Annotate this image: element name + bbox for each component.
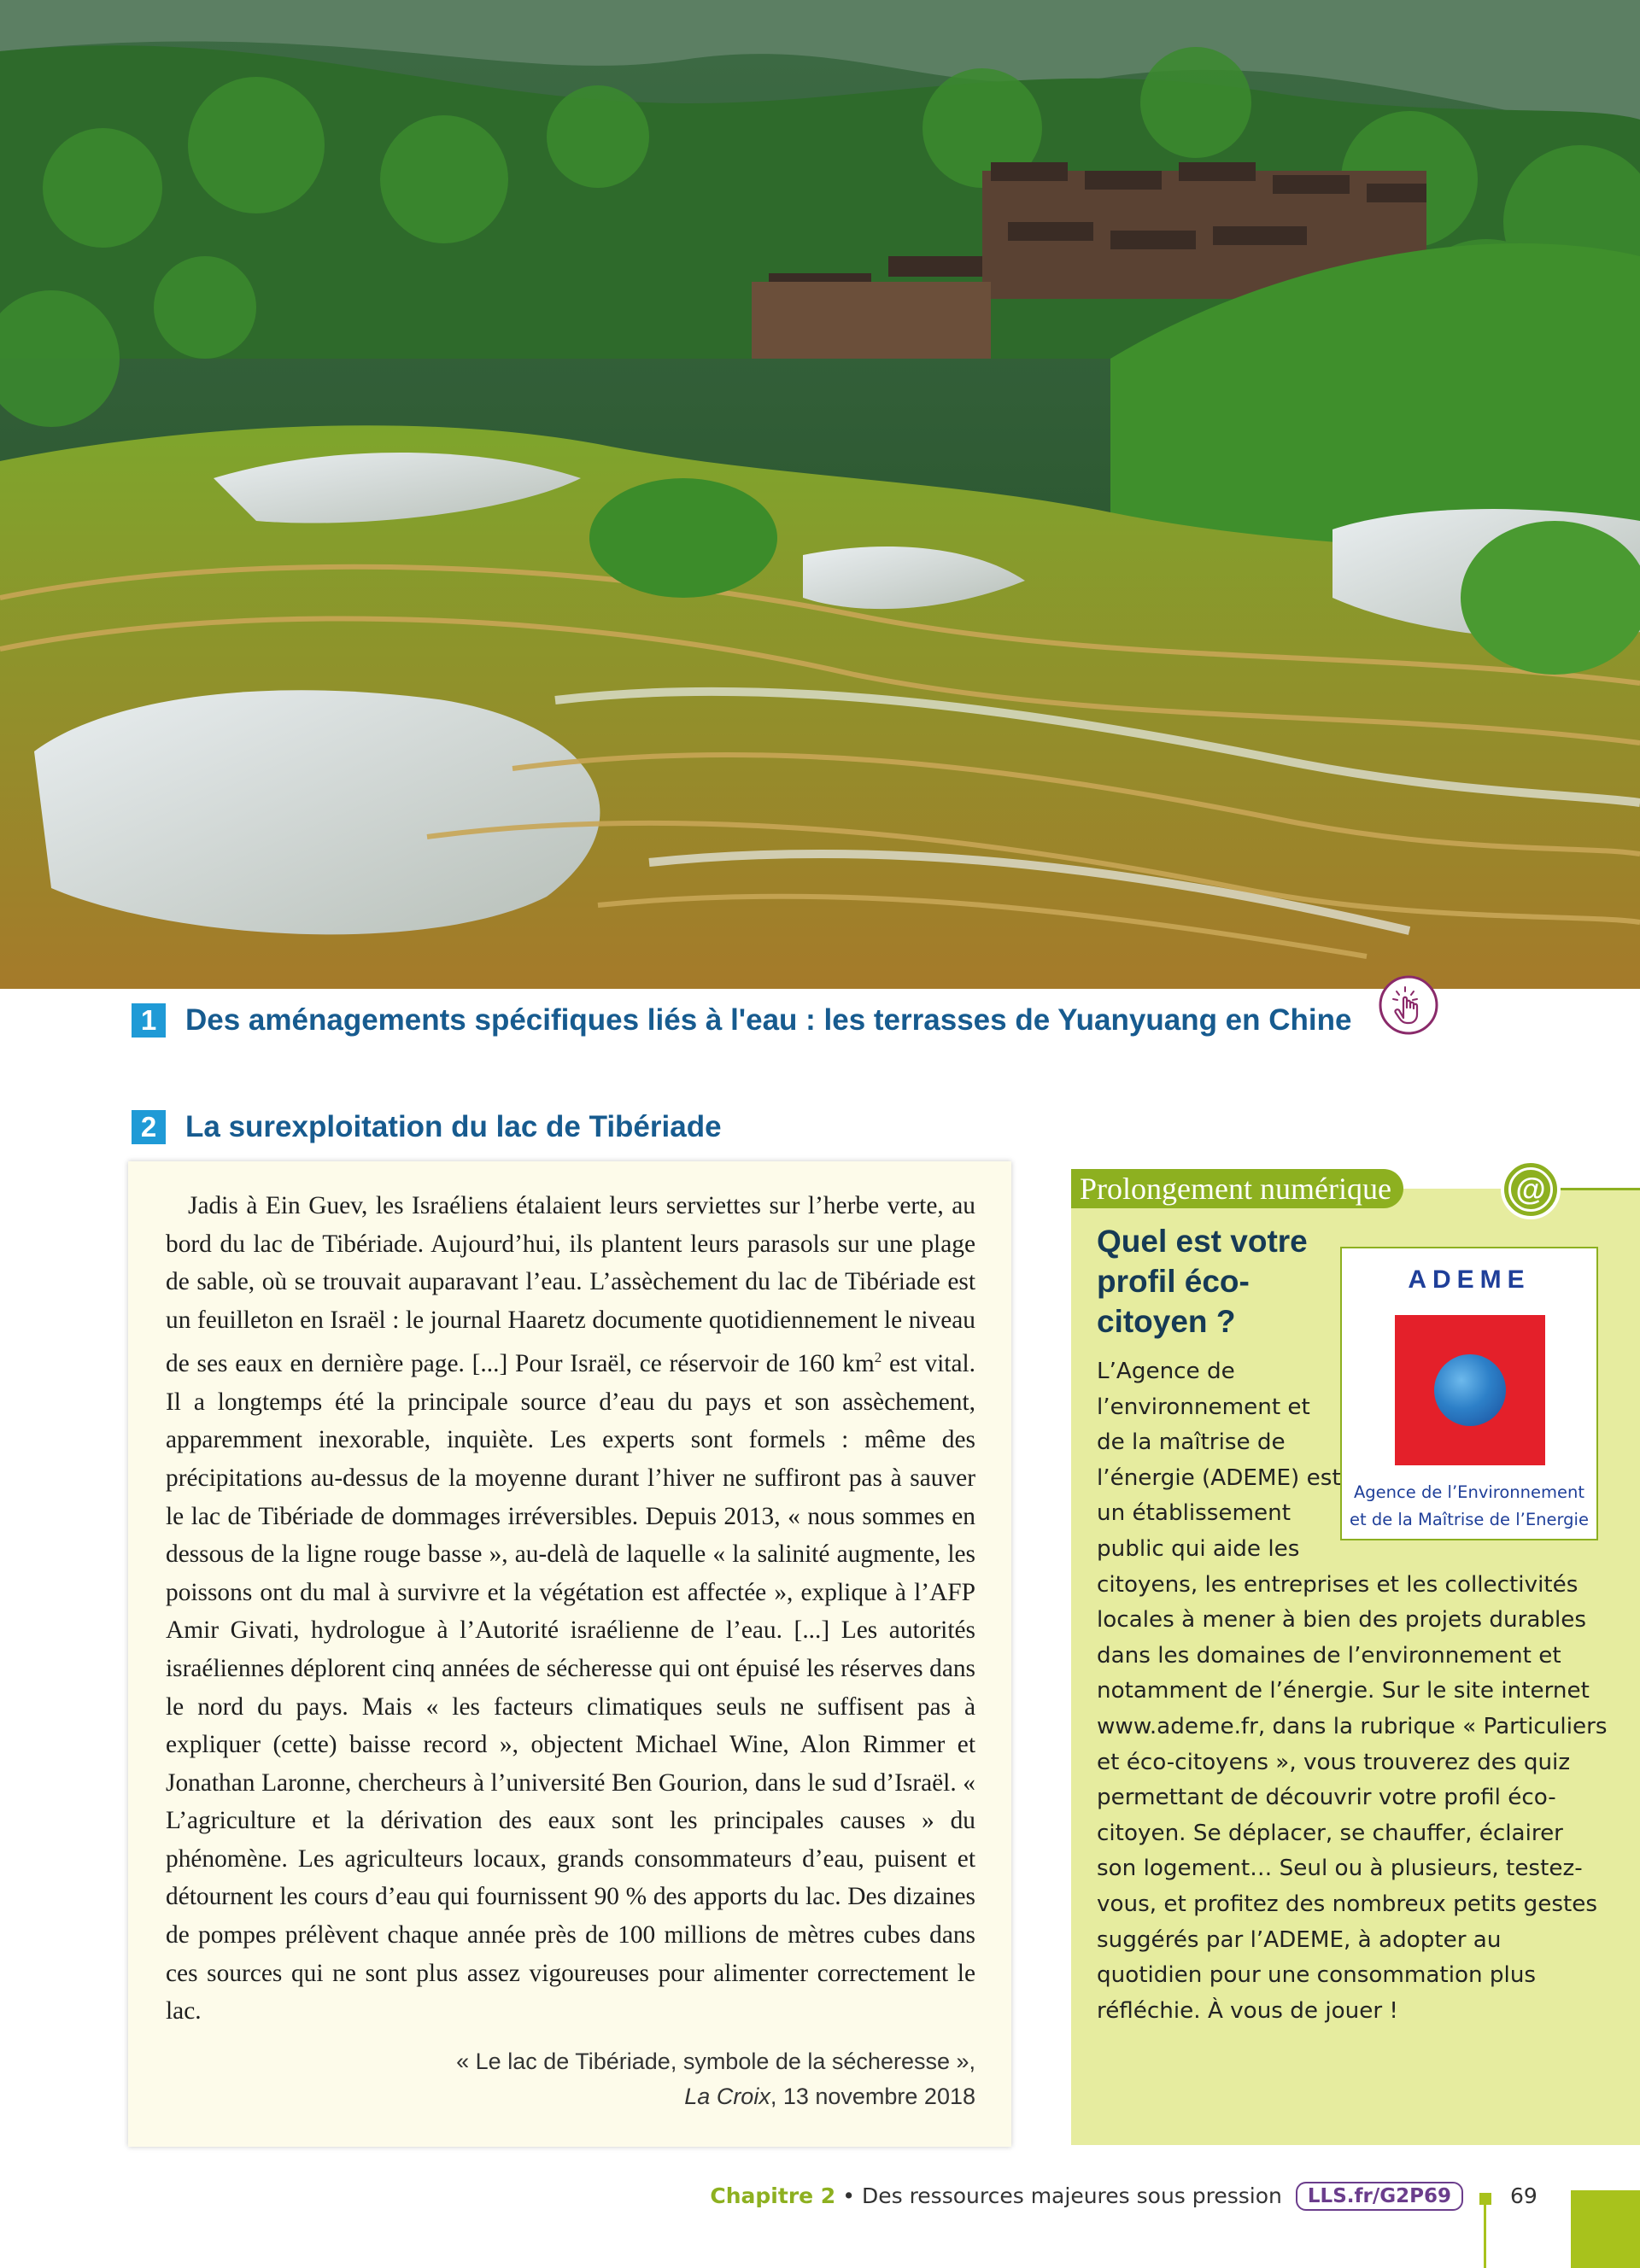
rice-terraces-photo [0, 0, 1640, 989]
article-source [456, 2044, 975, 2114]
at-sign-icon [1501, 1160, 1561, 1219]
footer-bullet: • [842, 2183, 855, 2208]
footer-link[interactable]: LLS.fr/G2P69 [1296, 2182, 1463, 2211]
sidebar-title: Quel est votre profil éco-citoyen ? [1097, 1224, 1308, 1339]
article-text [166, 1187, 975, 2031]
source-date: , 13 novembre 2018 [770, 2084, 975, 2109]
page-corner-tab [1571, 2190, 1640, 2268]
footer-chapter-title: Des ressources majeures sous pression [861, 2183, 1282, 2208]
at-sign-glyph: @ [1508, 1167, 1553, 1212]
doc1-number-badge: 1 [132, 1003, 166, 1038]
article-text-part1: Jadis à Ein Guev, les Israéliens étalaient leurs serviettes sur l’herbe verte, au bord du lac de Tibériade. Aujourd’hui, ils plantent leurs parasols sur une plage de sable, où se trouvait auparavant l’eau. L’assèchement du lac de Tibériade est un feuilleton en Israël : le journal Haaretz documente quotidiennement le niveau de ses eaux en dernière page. [...] Pour Israël, ce réservoir de 160 km [166, 1192, 975, 1378]
footer-chapter: Chapitre 2 [710, 2183, 836, 2208]
sidebar-body-wrap [1097, 1354, 1609, 2029]
doc2-number-badge: 2 [132, 1110, 166, 1144]
page-number: 69 [1510, 2183, 1538, 2208]
hand-pointer-icon[interactable] [1377, 973, 1440, 1037]
ademe-wordmark: ADEME [1408, 1266, 1531, 1294]
doc1-title: Des aménagements spécifiques liés à l'eau : les terrasses de Yuanyuang en Chine [185, 1003, 1352, 1037]
doc2-title: La surexploitation du lac de Tibériade [185, 1110, 722, 1143]
ademe-subtitle-line2: et de la Maîtrise de l’Energie [1350, 1510, 1589, 1529]
source-citation [456, 2079, 975, 2114]
superscript-2: 2 [874, 1349, 882, 1366]
source-journal: La Croix [684, 2084, 770, 2109]
prolongement-tag: Prolongement numérique [1071, 1169, 1403, 1208]
page-footer [710, 2179, 1463, 2213]
footer-marker [1479, 2193, 1491, 2205]
sidebar-body: L’Agence de l’environnement et de la maîtrise de l’énergie (ADEME) est un établissement public qui aide les citoyens, les entreprises et les collectivités locales à mener à bien des projets durables dans les domaines de l’environnement et notamment de l’énergie. Sur le site internet www.ademe.fr, dans la rubrique « Particuliers et éco-citoyens », vous trouverez des quiz permettant de découvrir votre profil éco-citoyen. Se déplacer, se chauffer, éclairer son logement… Seul ou à plusieurs, testez-vous, et profitez des nombreux petits gestes suggérés par l’ADEME, à adopter au quotidien pour une consommation plus réfléchie. À vous de jouer ! [1097, 1359, 1608, 2024]
source-title: « Le lac de Tibériade, symbole de la sécheresse », [456, 2049, 975, 2074]
footer-marker-stem [1484, 2205, 1486, 2268]
article-text-part2: est vital. Il a longtemps été la principale source d’eau du pays et son assèchement, apparemment inexorable, inquiète. Les experts sont formels : même des précipitations au-dessus de la moyenne durant l’hiver ne suffiront pas à sauver le lac de Tibériade de dommages irréversibles. Depuis 2013, « nous sommes en dessous de la ligne rouge basse », au-delà de laquelle « la salinité augmente, les poissons ont du mal à survivre et la végétation est affectée », explique à l’AFP Amir Givati, hydrologue à l’Autorité israélienne de l’eau. [...] Les autorités israéliennes déplorent cinq années de sécheresse qui ont épuisé les réserves dans le nord du pays. Mais « les facteurs climatiques seuls ne suffisent pas à expliquer (cette) baisse record », objectent Michael Wine, Alon Rimmer et Jonathan Laronne, chercheurs à l’université Ben Gourion, dans le sud d’Israël. « L’agriculture et la dérivation des eaux sont les principales causes » du phénomène. Les agriculteurs locaux, grands consommateurs d’eau, puisent et détournent les cours d’eau qui fournissent 90 % des apports du lac. Des dizaines de pompes prélèvent chaque année près de 100 millions de mètres cubes dans ces sources qui ne sont plus assez vigoureuses pour alimenter correctement le lac. [166, 1350, 975, 2025]
article-box [128, 1161, 1011, 2147]
ademe-subtitle-line1: Agence de l’Environnement [1353, 1482, 1585, 1502]
